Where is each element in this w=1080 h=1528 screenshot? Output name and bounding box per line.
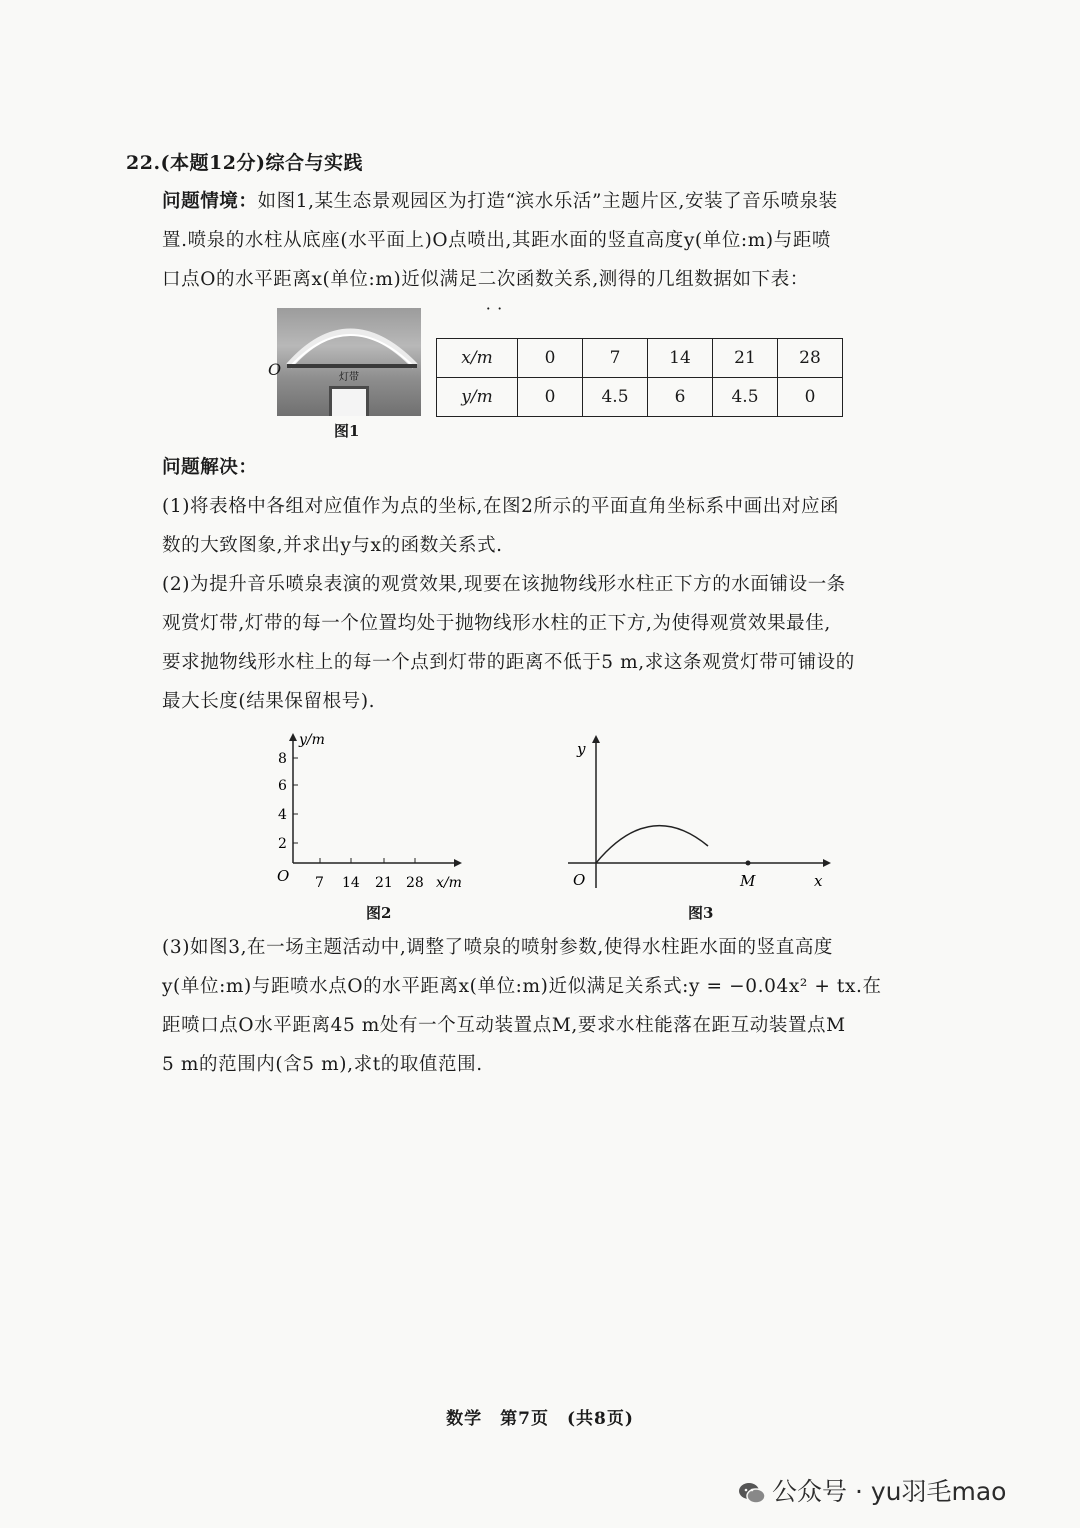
intro-line1: 如图1,某生态景观园区为打造“滨水乐活”主题片区,安装了音乐喷泉装 [257, 191, 838, 212]
intro-label: 问题情境： [162, 191, 258, 212]
x-tick-label: 21 [375, 875, 393, 891]
y-axis-arrow [592, 735, 600, 743]
x-axis-label: x [814, 872, 823, 890]
q3-line1: (3)如图3,在一场主题活动中,调整了喷泉的喷射参数,使得水柱距水面的竖直高度 [162, 937, 834, 958]
x-axis-arrow [454, 859, 462, 867]
y-axis-label: y/m [299, 732, 325, 748]
data-table [436, 338, 843, 417]
y-tick-label: 4 [278, 807, 287, 823]
table-cell: 21 [713, 339, 778, 378]
q2-line4: 最大长度(结果保留根号). [162, 691, 376, 712]
y-axis-arrow [289, 733, 297, 741]
figure3-caption: 图3 [688, 904, 714, 922]
table-cell: 0 [518, 339, 583, 378]
q3-paragraph [162, 928, 952, 1084]
table-row [437, 378, 843, 417]
q1-line1: (1)将表格中各组对应值作为点的坐标,在图2所示的平面直角坐标系中画出对应函 [162, 496, 840, 517]
intro-emphasis: 二次 · · [478, 269, 516, 290]
q3-line2: y(单位:m)与距喷水点O的水平距离x(单位:m)近似满足关系式:y = −0.04x² + tx.在 [162, 976, 882, 997]
table-cell: 28 [778, 339, 843, 378]
figure2-axes [270, 728, 480, 898]
q1-line2: 数的大致图象,并求出y与x的函数关系式. [162, 535, 503, 556]
water-curve [596, 826, 708, 863]
q3-line4: 5 m的范围内(含5 m),求t的取值范围. [162, 1054, 483, 1075]
q2-line1: (2)为提升音乐喷泉表演的观赏效果,现要在该抛物线形水柱正下方的水面铺设一条 [162, 574, 846, 595]
intro-line2: 置.喷泉的水柱从底座(水平面上)O点喷出,其距水面的竖直高度y(单位:m)与距喷 [162, 230, 832, 251]
light-band-label: 灯带 [339, 372, 359, 383]
table-cell: 0 [518, 378, 583, 417]
table-cell: 14 [648, 339, 713, 378]
wechat-icon [738, 1482, 766, 1504]
y-tick-label: 8 [278, 751, 287, 767]
x-tick-label: 7 [315, 875, 324, 891]
table-header-x: x/m [437, 339, 518, 378]
figure2-caption: 图2 [366, 904, 392, 922]
y-axis-label: y [577, 740, 586, 758]
x-tick-label: 14 [342, 875, 360, 891]
point-m-label: M [740, 872, 756, 890]
table-cell: 4.5 [583, 378, 648, 417]
fountain-base [329, 386, 369, 416]
table-row [437, 339, 843, 378]
figure1-photo [277, 308, 421, 416]
table-cell: 6 [648, 378, 713, 417]
solve-label: 问题解决： [162, 457, 258, 478]
y-tick-label: 6 [278, 778, 287, 794]
figure3-axes [560, 728, 840, 898]
q3-line3: 距喷口点O水平距离45 m处有一个互动装置点M,要求水柱能落在距互动装置点M [162, 1015, 846, 1036]
q2-line2: 观赏灯带,灯带的每一个位置均处于抛物线形水柱的正下方,为使得观赏效果最佳, [162, 613, 831, 634]
x-tick-label: 28 [406, 875, 424, 891]
y-tick-label: 2 [278, 836, 287, 852]
page-footer: 数学 第7页 (共8页) [446, 1409, 634, 1429]
watermark-text: 公众号 · yu羽毛mao [772, 1477, 1007, 1506]
origin-label: O [573, 871, 586, 889]
figure1-caption: 图1 [334, 422, 360, 440]
intro-paragraph [162, 182, 952, 299]
q2-line3: 要求抛物线形水柱上的每一个点到灯带的距离不低于5 m,求这条观赏灯带可铺设的 [162, 652, 855, 673]
table-header-y: y/m [437, 378, 518, 417]
intro-line3-b: 函数关系,测得的几组数据如下表： [515, 269, 809, 290]
point-m [746, 861, 751, 866]
intro-line3-a: 口点O的水平距离x(单位:m)近似满足 [162, 269, 478, 290]
figure1-origin-label: O [268, 360, 282, 379]
x-axis-arrow [823, 859, 831, 867]
x-axis-label: x/m [436, 875, 462, 891]
question-title: 22.(本题12分)综合与实践 [126, 152, 363, 174]
table-cell: 0 [778, 378, 843, 417]
solve-section [162, 448, 952, 721]
table-cell: 4.5 [713, 378, 778, 417]
table-cell: 7 [583, 339, 648, 378]
watermark [738, 1472, 1006, 1508]
origin-label: O [277, 867, 290, 885]
